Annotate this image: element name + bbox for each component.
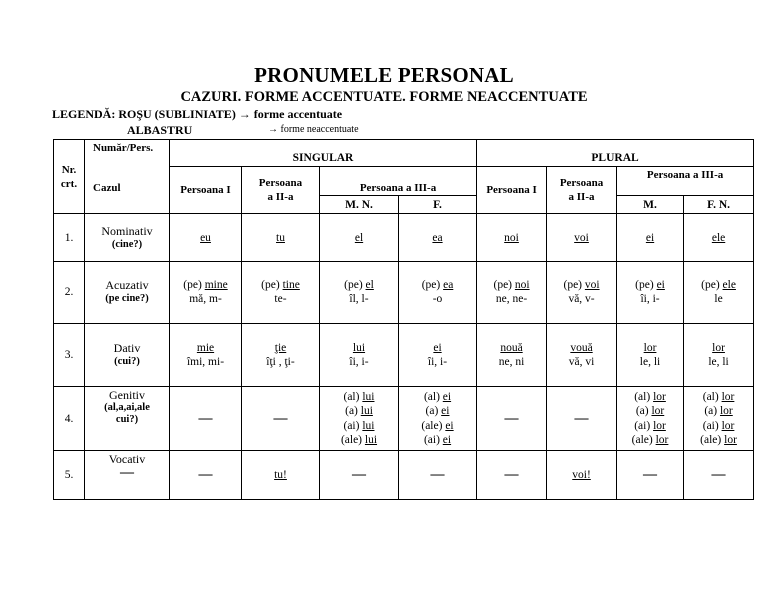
- cell-pl3f: (pe) ele le: [684, 261, 754, 323]
- cell-pl1: (pe) noi ne, ne-: [477, 261, 547, 323]
- cell-sg2: ţie îţi , ţi-: [242, 323, 320, 386]
- cell-pl1: —: [477, 450, 547, 499]
- cell-pl1: —: [477, 387, 547, 450]
- table-row-acuzativ: [54, 261, 754, 323]
- cell-pl3f: ele: [684, 214, 754, 261]
- header-pl-persoana-3: Persoana a III-a: [617, 167, 754, 196]
- cell-pl3f: lor le, li: [684, 323, 754, 386]
- header-sg-f: F.: [399, 196, 477, 214]
- cell-pl1: nouă ne, ni: [477, 323, 547, 386]
- cell-sg3m: el: [320, 214, 399, 261]
- header-sg-persoana-1: Persoana I: [170, 167, 242, 214]
- page-subtitle: CAZURI. FORME ACCENTUATE. FORME NEACCENTUATE: [180, 89, 588, 105]
- row-number: 4.: [54, 387, 85, 450]
- header-singular: SINGULAR: [170, 140, 477, 167]
- case-cell: Vocativ —: [85, 450, 170, 499]
- cell-sg1: (pe) mine mă, m-: [170, 261, 242, 323]
- cell-pl2: (pe) voi vă, v-: [547, 261, 617, 323]
- cell-sg2: tu!: [242, 450, 320, 499]
- cell-pl3m: lor le, li: [617, 323, 684, 386]
- cell-sg3f: —: [399, 450, 477, 499]
- case-cell: Acuzativ (pe cine?): [85, 261, 170, 323]
- cell-sg2: tu: [242, 214, 320, 261]
- pronoun-table: [53, 139, 754, 500]
- cell-sg3f: ei îi, i-: [399, 323, 477, 386]
- cell-pl3m: —: [617, 450, 684, 499]
- table-row-vocativ: [54, 450, 754, 499]
- cell-sg1: —: [170, 450, 242, 499]
- cell-pl3f: —: [684, 450, 754, 499]
- header-nr-crt: Nr. crt.: [54, 140, 85, 214]
- row-number: 1.: [54, 214, 85, 261]
- case-cell: Genitiv (al,a,ai,ale cui?): [85, 387, 170, 450]
- legend-neaccentuate-value: → forme neaccentuate: [268, 124, 359, 135]
- cell-sg3f: (al) ei (a) ei (ale) ei (ai) ei: [399, 387, 477, 450]
- cell-pl2: vouă vă, vi: [547, 323, 617, 386]
- header-pl-m: M.: [617, 196, 684, 214]
- cell-pl2: —: [547, 387, 617, 450]
- header-pl-persoana-1: Persoana I: [477, 167, 547, 214]
- case-cell: Nominativ (cine?): [85, 214, 170, 261]
- cell-sg3m: —: [320, 450, 399, 499]
- row-number: 3.: [54, 323, 85, 386]
- row-number: 5.: [54, 450, 85, 499]
- header-sg-persoana-3: Persoana a III-a: [320, 167, 477, 196]
- cell-sg1: —: [170, 387, 242, 450]
- table-row-nominativ: [54, 214, 754, 261]
- cell-pl3f: (al) lor (a) lor (ai) lor (ale) lor: [684, 387, 754, 450]
- cell-pl3m: (al) lor (a) lor (ai) lor (ale) lor: [617, 387, 684, 450]
- header-pl-persoana-2: Persoana a II-a: [547, 167, 617, 214]
- header-sg-m-n: M. N.: [320, 196, 399, 214]
- header-pl-f-n: F. N.: [684, 196, 754, 214]
- cell-sg1: eu: [170, 214, 242, 261]
- cell-pl2: voi: [547, 214, 617, 261]
- cell-sg3f: (pe) ea -o: [399, 261, 477, 323]
- header-sg-persoana-2: Persoana a II-a: [242, 167, 320, 214]
- legend-neaccentuate-label: ALBASTRU: [127, 123, 193, 137]
- header-plural: PLURAL: [477, 140, 754, 167]
- legend-accentuate: LEGENDĂ: ROŞU (SUBLINIATE) → forme accentuate: [52, 107, 343, 121]
- header-numar-cazul: Număr/Pers. Cazul: [85, 140, 170, 214]
- row-number: 2.: [54, 261, 85, 323]
- table-row-dativ: [54, 323, 754, 386]
- cell-sg3m: (al) lui (a) lui (ai) lui (ale) lui: [320, 387, 399, 450]
- cell-pl1: noi: [477, 214, 547, 261]
- cell-sg3m: (pe) el îl, l-: [320, 261, 399, 323]
- cell-sg2: (pe) tine te-: [242, 261, 320, 323]
- cell-pl3m: (pe) ei îi, i-: [617, 261, 684, 323]
- cell-sg3f: ea: [399, 214, 477, 261]
- cell-pl2: voi!: [547, 450, 617, 499]
- cell-sg3m: lui îi, i-: [320, 323, 399, 386]
- cell-pl3m: ei: [617, 214, 684, 261]
- table-row-genitiv: [54, 387, 754, 450]
- page-title: PRONUMELE PERSONAL: [254, 63, 514, 87]
- cell-sg1: mie îmi, mi-: [170, 323, 242, 386]
- case-cell: Dativ (cui?): [85, 323, 170, 386]
- cell-sg2: —: [242, 387, 320, 450]
